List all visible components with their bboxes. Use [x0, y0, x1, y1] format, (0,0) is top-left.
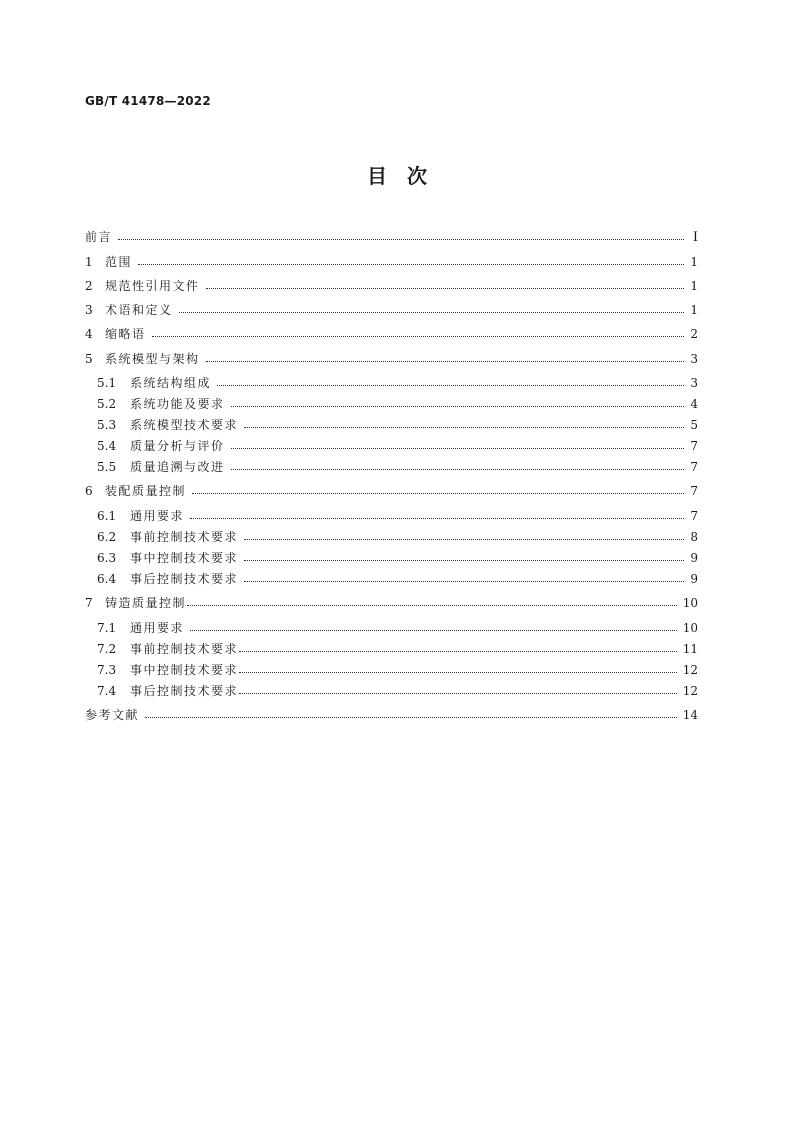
toc-entry-page: 2 — [690, 327, 698, 341]
toc-leader-dots — [187, 596, 677, 606]
toc-entry-number: 5 — [85, 352, 93, 366]
toc-entry-label: 范围 — [105, 255, 133, 269]
toc-entry-number: 3 — [85, 303, 93, 317]
toc-entry-number: 6 — [85, 484, 93, 498]
toc-entry-page: 7 — [690, 509, 698, 523]
toc-subentry[interactable] — [97, 528, 698, 546]
toc-entry-page: 3 — [690, 352, 698, 366]
toc-leader-dots — [179, 303, 684, 313]
toc-entry-label: 事后控制技术要求 — [130, 572, 239, 586]
toc-entry[interactable] — [85, 350, 698, 368]
toc-subentry[interactable] — [97, 374, 698, 392]
toc-leader-dots — [244, 530, 684, 540]
toc-leader-dots — [231, 397, 684, 407]
toc-entry-page: 1 — [690, 279, 698, 293]
toc-entry-label: 系统模型技术要求 — [130, 418, 239, 432]
toc-title: 目 次 — [367, 164, 427, 188]
toc-entry-page: 3 — [690, 376, 698, 390]
toc-entry-page: 14 — [682, 708, 698, 722]
toc-subentry[interactable] — [97, 458, 698, 476]
toc-entry-page: 12 — [682, 684, 698, 698]
toc-leader-dots — [190, 509, 684, 519]
toc-entry-label: 质量追溯与改进 — [130, 460, 225, 474]
toc-leader-dots — [145, 708, 677, 718]
toc-entry-number: 6.4 — [97, 572, 117, 586]
toc-leader-dots — [244, 551, 684, 561]
toc-entry-label: 铸造质量控制 — [105, 596, 187, 610]
toc-leader-dots — [206, 352, 684, 362]
toc-leader-dots — [190, 621, 677, 631]
toc-entry[interactable] — [85, 301, 698, 319]
toc-subentry[interactable] — [97, 640, 698, 658]
toc-entry-number: 7.1 — [97, 621, 117, 635]
toc-entry-foreword[interactable] — [85, 228, 698, 246]
toc-entry-label: 参考文献 — [85, 708, 140, 722]
toc-entry-page: I — [692, 230, 698, 245]
toc-leader-dots — [244, 418, 684, 428]
toc-leader-dots — [192, 484, 684, 494]
toc-entry-number: 7.2 — [97, 642, 117, 656]
toc-entry-label: 事中控制技术要求 — [130, 663, 239, 677]
toc-entry-number: 5.5 — [97, 460, 117, 474]
toc-leader-dots — [239, 684, 677, 694]
toc-entry-page: 1 — [690, 255, 698, 269]
toc-entry[interactable] — [85, 277, 698, 295]
toc-leader-dots — [244, 572, 684, 582]
toc-entry-label: 事中控制技术要求 — [130, 551, 239, 565]
toc-entry-label: 系统功能及要求 — [130, 397, 225, 411]
toc-entry-number: 1 — [85, 255, 93, 269]
toc-entry-label: 术语和定义 — [105, 303, 173, 317]
toc-entry-number: 2 — [85, 279, 93, 293]
toc-entry-number: 5.3 — [97, 418, 117, 432]
toc-subentry[interactable] — [97, 549, 698, 567]
toc-entry-page: 10 — [682, 596, 698, 610]
toc-entry-page: 7 — [690, 484, 698, 498]
toc-leader-dots — [206, 279, 684, 289]
toc-entry-page: 10 — [682, 621, 698, 635]
toc-leader-dots — [152, 327, 684, 337]
toc-entry-label: 通用要求 — [130, 509, 185, 523]
toc-entry-label: 质量分析与评价 — [130, 439, 225, 453]
toc-entry-number: 6.3 — [97, 551, 117, 565]
toc-entry-number: 4 — [85, 327, 93, 341]
toc-subentry[interactable] — [97, 395, 698, 413]
toc-entry-label: 规范性引用文件 — [105, 279, 200, 293]
toc-entry-page: 8 — [690, 530, 698, 544]
toc-entry[interactable] — [85, 482, 698, 500]
toc-entry-label: 缩略语 — [105, 327, 146, 341]
toc-entry-number: 6.1 — [97, 509, 117, 523]
toc-leader-dots — [118, 230, 684, 240]
toc-subentry[interactable] — [97, 619, 698, 637]
toc-entry-page: 1 — [690, 303, 698, 317]
toc-leader-dots — [239, 663, 677, 673]
toc-entry-number: 7 — [85, 596, 93, 610]
toc-entry-number: 7.4 — [97, 684, 117, 698]
toc-entry-page: 7 — [690, 439, 698, 453]
toc-subentry[interactable] — [97, 437, 698, 455]
toc-entry-page: 4 — [690, 397, 698, 411]
toc-entry-label: 前言 — [85, 230, 113, 244]
toc-entry-page: 9 — [690, 551, 698, 565]
toc-subentry[interactable] — [97, 682, 698, 700]
toc-entry-page: 11 — [682, 642, 698, 656]
toc-leader-dots — [217, 376, 684, 386]
toc-entry-label: 系统模型与架构 — [105, 352, 200, 366]
toc-subentry[interactable] — [97, 570, 698, 588]
toc-leader-dots — [239, 642, 677, 652]
toc-entry-page: 5 — [690, 418, 698, 432]
toc-entry-label: 系统结构组成 — [130, 376, 212, 390]
standard-code: GB/T 41478—2022 — [85, 94, 211, 108]
toc-entry-label: 通用要求 — [130, 621, 185, 635]
toc-entry-number: 5.1 — [97, 376, 117, 390]
toc-entry[interactable] — [85, 253, 698, 271]
toc-entry-page: 7 — [690, 460, 698, 474]
toc-leader-dots — [231, 439, 684, 449]
toc-subentry[interactable] — [97, 507, 698, 525]
toc-entry-label: 事前控制技术要求 — [130, 642, 239, 656]
toc-entry-label: 装配质量控制 — [105, 484, 187, 498]
toc-subentry[interactable] — [97, 661, 698, 679]
toc-leader-dots — [231, 460, 684, 470]
toc-entry-number: 7.3 — [97, 663, 117, 677]
toc-entry[interactable] — [85, 325, 698, 343]
toc-leader-dots — [138, 255, 684, 265]
toc-entry-number: 6.2 — [97, 530, 117, 544]
toc-entry-label: 事前控制技术要求 — [130, 530, 239, 544]
toc-entry-label: 事后控制技术要求 — [130, 684, 239, 698]
toc-entry[interactable] — [85, 594, 698, 612]
toc-subentry[interactable] — [97, 416, 698, 434]
toc-entry-page: 9 — [690, 572, 698, 586]
toc-entry-page: 12 — [682, 663, 698, 677]
toc-entry-number: 5.4 — [97, 439, 117, 453]
toc-entry-bibliography[interactable] — [85, 706, 698, 724]
toc-entry-number: 5.2 — [97, 397, 117, 411]
